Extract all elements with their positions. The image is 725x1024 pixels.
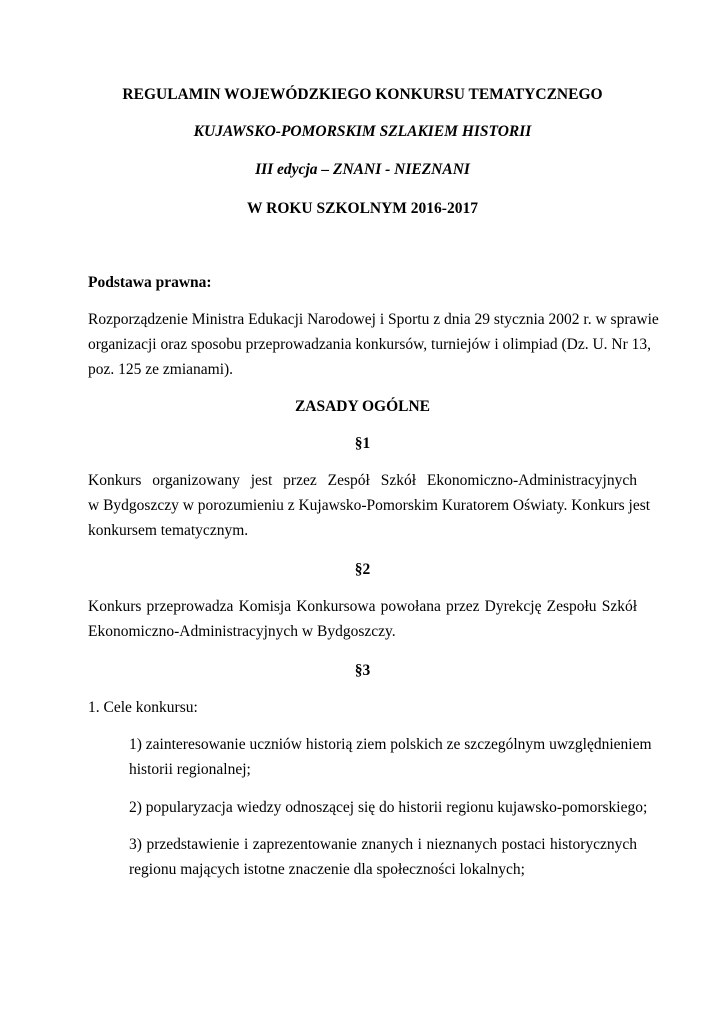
general-rules-heading: ZASADY OGÓLNE <box>294 398 431 415</box>
section-1-line: konkursem tematycznym. <box>88 522 249 539</box>
legal-basis-heading: Podstawa prawna: <box>88 274 212 291</box>
goal-item-line: 2) popularyzacja wiedzy odnoszącej się do historii regionu kujawsko-pomorskiego; <box>129 799 648 816</box>
section-1-line: Konkurs organizowany jest przez Zespół Szkół Ekonomiczno-Administracyjnych <box>88 472 637 489</box>
section-1-mark: §1 <box>354 435 371 452</box>
competition-name: KUJAWSKO-POMORSKIM SZLAKIEM HISTORII <box>193 123 532 140</box>
goal-item-line: historii regionalnej; <box>129 761 251 778</box>
legal-basis-line: organizacji oraz sposobu przeprowadzania konkursów, turniejów i olimpiad (Dz. U. Nr 13, <box>88 336 652 353</box>
goals-intro: 1. Cele konkursu: <box>88 699 198 716</box>
edition-title: III edycja – ZNANI - NIEZNANI <box>255 161 470 178</box>
goal-item-line: 3) przedstawienie i zaprezentowanie znanych i nieznanych postaci historycznych <box>129 836 637 853</box>
section-1-line: w Bydgoszczy w porozumieniu z Kujawsko-Pomorskim Kuratorem Oświaty. Konkurs jest <box>88 497 651 514</box>
section-2-mark: §2 <box>354 561 371 578</box>
section-2-line: Ekonomiczno-Administracyjnych w Bydgoszczy. <box>88 623 396 640</box>
goal-item-line: 1) zainteresowanie uczniów historią ziem polskich ze szczególnym uwzględnieniem <box>129 736 652 753</box>
school-year: W ROKU SZKOLNYM 2016-2017 <box>247 200 478 217</box>
document-title: REGULAMIN WOJEWÓDZKIEGO KONKURSU TEMATYCZNEGO <box>122 86 603 103</box>
legal-basis-line: poz. 125 ze zmianami). <box>88 361 234 378</box>
legal-basis-line: Rozporządzenie Ministra Edukacji Narodowej i Sportu z dnia 29 stycznia 2002 r. w sprawie <box>88 311 659 328</box>
section-2-line: Konkurs przeprowadza Komisja Konkursowa powołana przez Dyrekcję Zespołu Szkół <box>88 598 637 615</box>
section-3-mark: §3 <box>354 662 371 679</box>
goal-item-line: regionu mających istotne znaczenie dla społeczności lokalnych; <box>129 861 525 878</box>
